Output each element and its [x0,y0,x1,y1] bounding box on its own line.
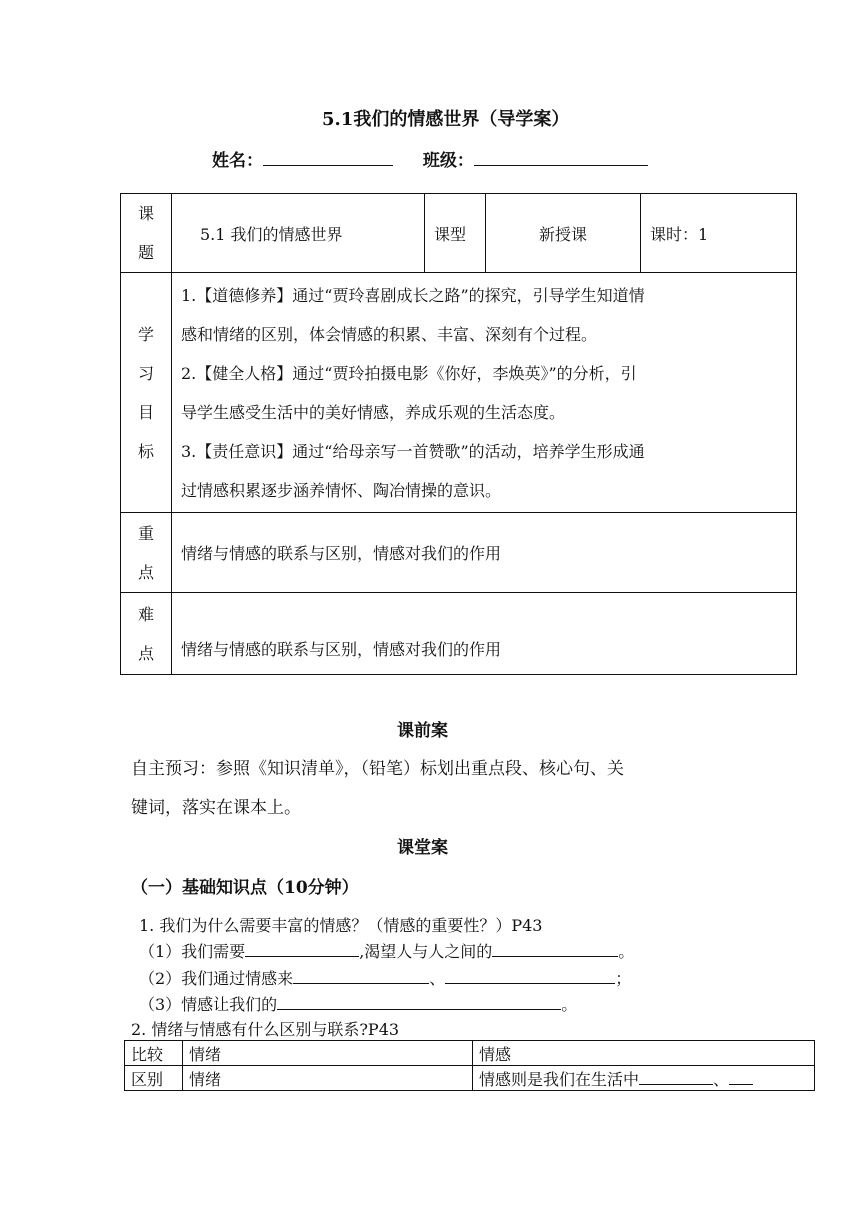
objectives-label-char: 习 [137,363,154,383]
objective-line: 2.【健全人格】通过“贾玲拍摄电影《你好，李焕英》”的分析，引 [181,363,637,383]
q1c-text: 。 [561,995,578,1014]
topic-value: 5.1 我们的情感世界 [172,194,425,273]
q1a-text: ,渴望人与人之间的 [359,942,493,961]
compare-cell-text: 情感则是我们在生活中 [479,1069,640,1089]
difficulty-label-char: 难 [137,604,154,624]
question-2: 2. 情绪与情感有什么区别与联系?P43 [131,1020,400,1039]
compare-blank-1[interactable] [639,1068,713,1085]
q1a-text: （1）我们需要 [139,942,246,961]
key-label-char: 重 [137,523,154,543]
q1a-text: 。 [618,942,635,961]
q1b-text: 、 [429,969,446,988]
compare-table [124,1040,815,1091]
objectives-label-char: 学 [137,324,154,344]
question-1-blank-line [139,966,631,989]
objectives-content [172,273,797,513]
difficulty-value: 情绪与情感的联系与区别，情感对我们的作用 [172,593,797,675]
type-value: 新授课 [486,194,641,273]
objective-line: 1.【道德修养】通过“贾玲喜剧成长之路”的探究，引导学生知道情 [181,285,645,305]
objective-line: 导学生感受生活中的美好情感，养成乐观的生活态度。 [181,402,566,422]
q1c-blank-1[interactable] [277,993,561,1010]
objectives-label-char: 标 [137,441,154,461]
period-value: 课时：1 [641,194,797,273]
objectives-row [121,273,797,513]
difficulty-label-char: 点 [137,643,154,663]
question-1-blank-line [139,939,634,962]
topic-label-char: 题 [137,243,154,262]
topic-row [121,194,797,273]
q1a-blank-2[interactable] [492,940,618,957]
q1c-text: （3）情感让我们的 [139,995,278,1014]
name-blank[interactable] [263,149,393,166]
compare-row [125,1066,815,1091]
key-point-value: 情绪与情感的联系与区别，情感对我们的作用 [172,513,797,593]
compare-cell: 区别 [125,1066,183,1091]
key-label-char: 点 [137,562,154,582]
preclass-text-line: 自主预习：参照《知识清单》，（铅笔）标划出重点段、核心句、关 [131,759,624,779]
compare-cell: 情绪 [183,1066,473,1091]
objectives-label-char: 目 [137,402,154,422]
class-blank[interactable] [474,149,648,166]
name-label: 姓名： [212,151,263,171]
type-label: 课型 [425,194,486,273]
preclass-text-line: 键词，落实在课本上。 [131,798,301,818]
compare-cell-with-blanks [473,1066,815,1091]
topic-label-cell [121,194,172,273]
question-1-blank-line [139,992,577,1015]
student-info-line [212,146,648,171]
difficulty-label-cell [121,593,172,675]
q1a-blank-1[interactable] [245,940,359,957]
objectives-label-cell [121,273,172,513]
question-1: 1. 我们为什么需要丰富的情感？（情感的重要性？）P43 [139,916,543,935]
lesson-info-table [120,193,797,675]
compare-header-row [125,1041,815,1066]
topic-label-char: 课 [137,204,154,223]
compare-header-cell: 情绪 [183,1041,473,1066]
key-point-row [121,513,797,593]
preclass-heading: 课前案 [397,721,448,741]
page-title: 5.1我们的情感世界（导学案） [322,109,570,130]
inclass-heading: 课堂案 [397,838,448,858]
compare-blank-2[interactable] [729,1068,753,1085]
section-heading: （一）基础知识点（10分钟） [131,878,359,898]
objective-line: 3.【责任意识】通过“给母亲写一首赞歌”的活动，培养学生形成通 [181,441,645,461]
objective-line: 感和情绪的区别，体会情感的积累、丰富、深刻有个过程。 [181,324,598,344]
q1b-blank-2[interactable] [445,967,615,984]
key-label-cell [121,513,172,593]
difficulty-row [121,593,797,675]
compare-header-cell: 情感 [473,1041,815,1066]
q1b-text: ； [615,969,632,988]
q1b-blank-1[interactable] [293,967,429,984]
class-label: 班级： [422,151,474,171]
compare-cell-separator: 、 [713,1069,730,1089]
objective-line: 过情感积累逐步涵养情怀、陶冶情操的意识。 [181,480,502,500]
compare-header-cell: 比较 [125,1041,183,1066]
q1b-text: （2）我们通过情感来 [139,969,294,988]
